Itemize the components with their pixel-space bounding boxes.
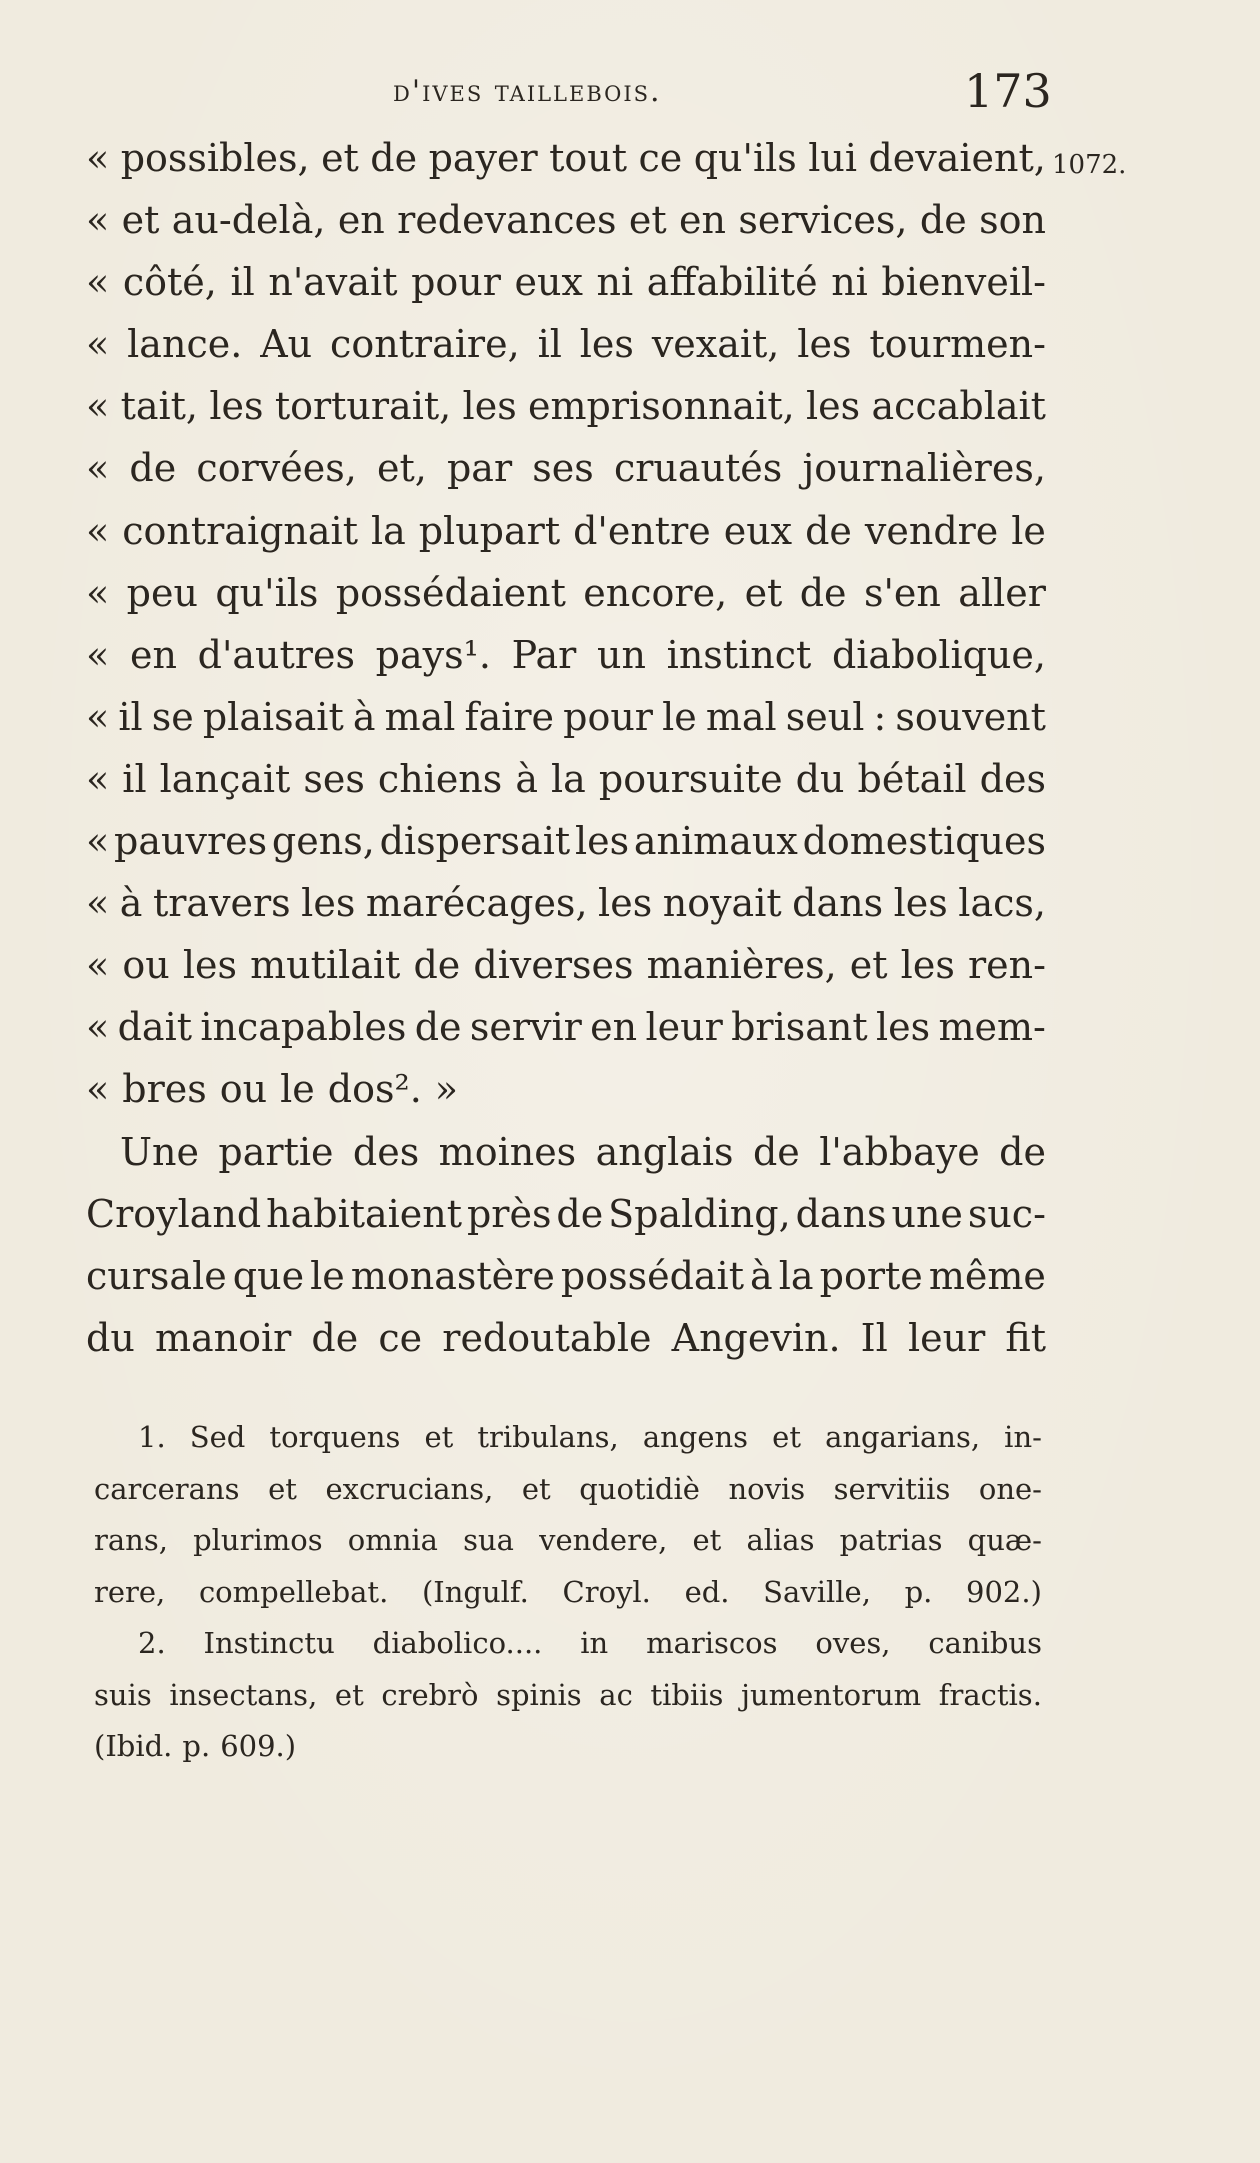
text-line: « bres ou le dos². » bbox=[86, 1067, 459, 1112]
text-line: « peu qu'ils possédaient encore, et de s'en aller bbox=[86, 570, 1046, 615]
body-text bbox=[86, 127, 1046, 1369]
footnote-line: 2. Instinctu diabolico.... in mariscos oves, canibus bbox=[138, 1626, 1042, 1660]
footnote-line: rans, plurimos omnia sua vendere, et alias patrias quæ- bbox=[94, 1523, 1042, 1557]
text-line: « tait, les torturait, les emprisonnait, les accablait bbox=[86, 384, 1046, 429]
page-header bbox=[0, 64, 1260, 124]
text-line: « en d'autres pays¹. Par un instinct diabolique, bbox=[86, 632, 1046, 677]
footnote-line: carcerans et excrucians, et quotidiè novis servitiis one- bbox=[94, 1471, 1042, 1506]
text-line: « pauvres gens, dispersait les animaux domestiques bbox=[86, 819, 1046, 864]
text-line: « dait incapables de servir en leur brisant les mem- bbox=[86, 1005, 1046, 1050]
text-line: « possibles, et de payer tout ce qu'ils lui devaient, bbox=[86, 136, 1046, 180]
text-line: « de corvées, et, par ses cruautés journalières, bbox=[86, 446, 1046, 491]
text-line: « contraignait la plupart d'entre eux de vendre le bbox=[86, 508, 1046, 553]
running-title: d'ives taillebois. bbox=[393, 74, 662, 109]
footnote-line: (Ibid. p. 609.) bbox=[94, 1729, 297, 1763]
footnote-line: rere, compellebat. (Ingulf. Croyl. ed. Saville, p. 902.) bbox=[94, 1574, 1042, 1609]
text-line: « et au-delà, en redevances et en services, de son bbox=[86, 198, 1046, 243]
text-line: du manoir de ce redoutable Angevin. Il leur fit bbox=[86, 1315, 1046, 1360]
text-line: « côté, il n'avait pour eux ni affabilité ni bienveil- bbox=[86, 260, 1046, 305]
text-line: cursale que le monastère possédait à la porte même bbox=[86, 1253, 1046, 1298]
page-number: 173 bbox=[964, 64, 1052, 118]
margin-year-note: 1072. bbox=[1052, 150, 1127, 180]
footnote-line: 1. Sed torquens et tribulans, angens et angarians, in- bbox=[138, 1420, 1042, 1454]
footnote-line: suis insectans, et crebrò spinis ac tibiis jumentorum fractis. bbox=[94, 1677, 1042, 1712]
text-line: « il se plaisait à mal faire pour le mal seul : souvent bbox=[86, 694, 1046, 739]
paragraph-start-line: Une partie des moines anglais de l'abbaye de bbox=[120, 1129, 1046, 1174]
footnotes bbox=[94, 1412, 1042, 1773]
text-line: Croyland habitaient près de Spalding, dans une suc- bbox=[86, 1191, 1046, 1236]
text-line: « ou les mutilait de diverses manières, et les ren- bbox=[86, 943, 1046, 988]
text-line: « il lançait ses chiens à la poursuite du bétail des bbox=[86, 756, 1046, 801]
text-line: « lance. Au contraire, il les vexait, les tourmen- bbox=[86, 322, 1046, 367]
text-line: « à travers les marécages, les noyait dans les lacs, bbox=[86, 881, 1046, 926]
